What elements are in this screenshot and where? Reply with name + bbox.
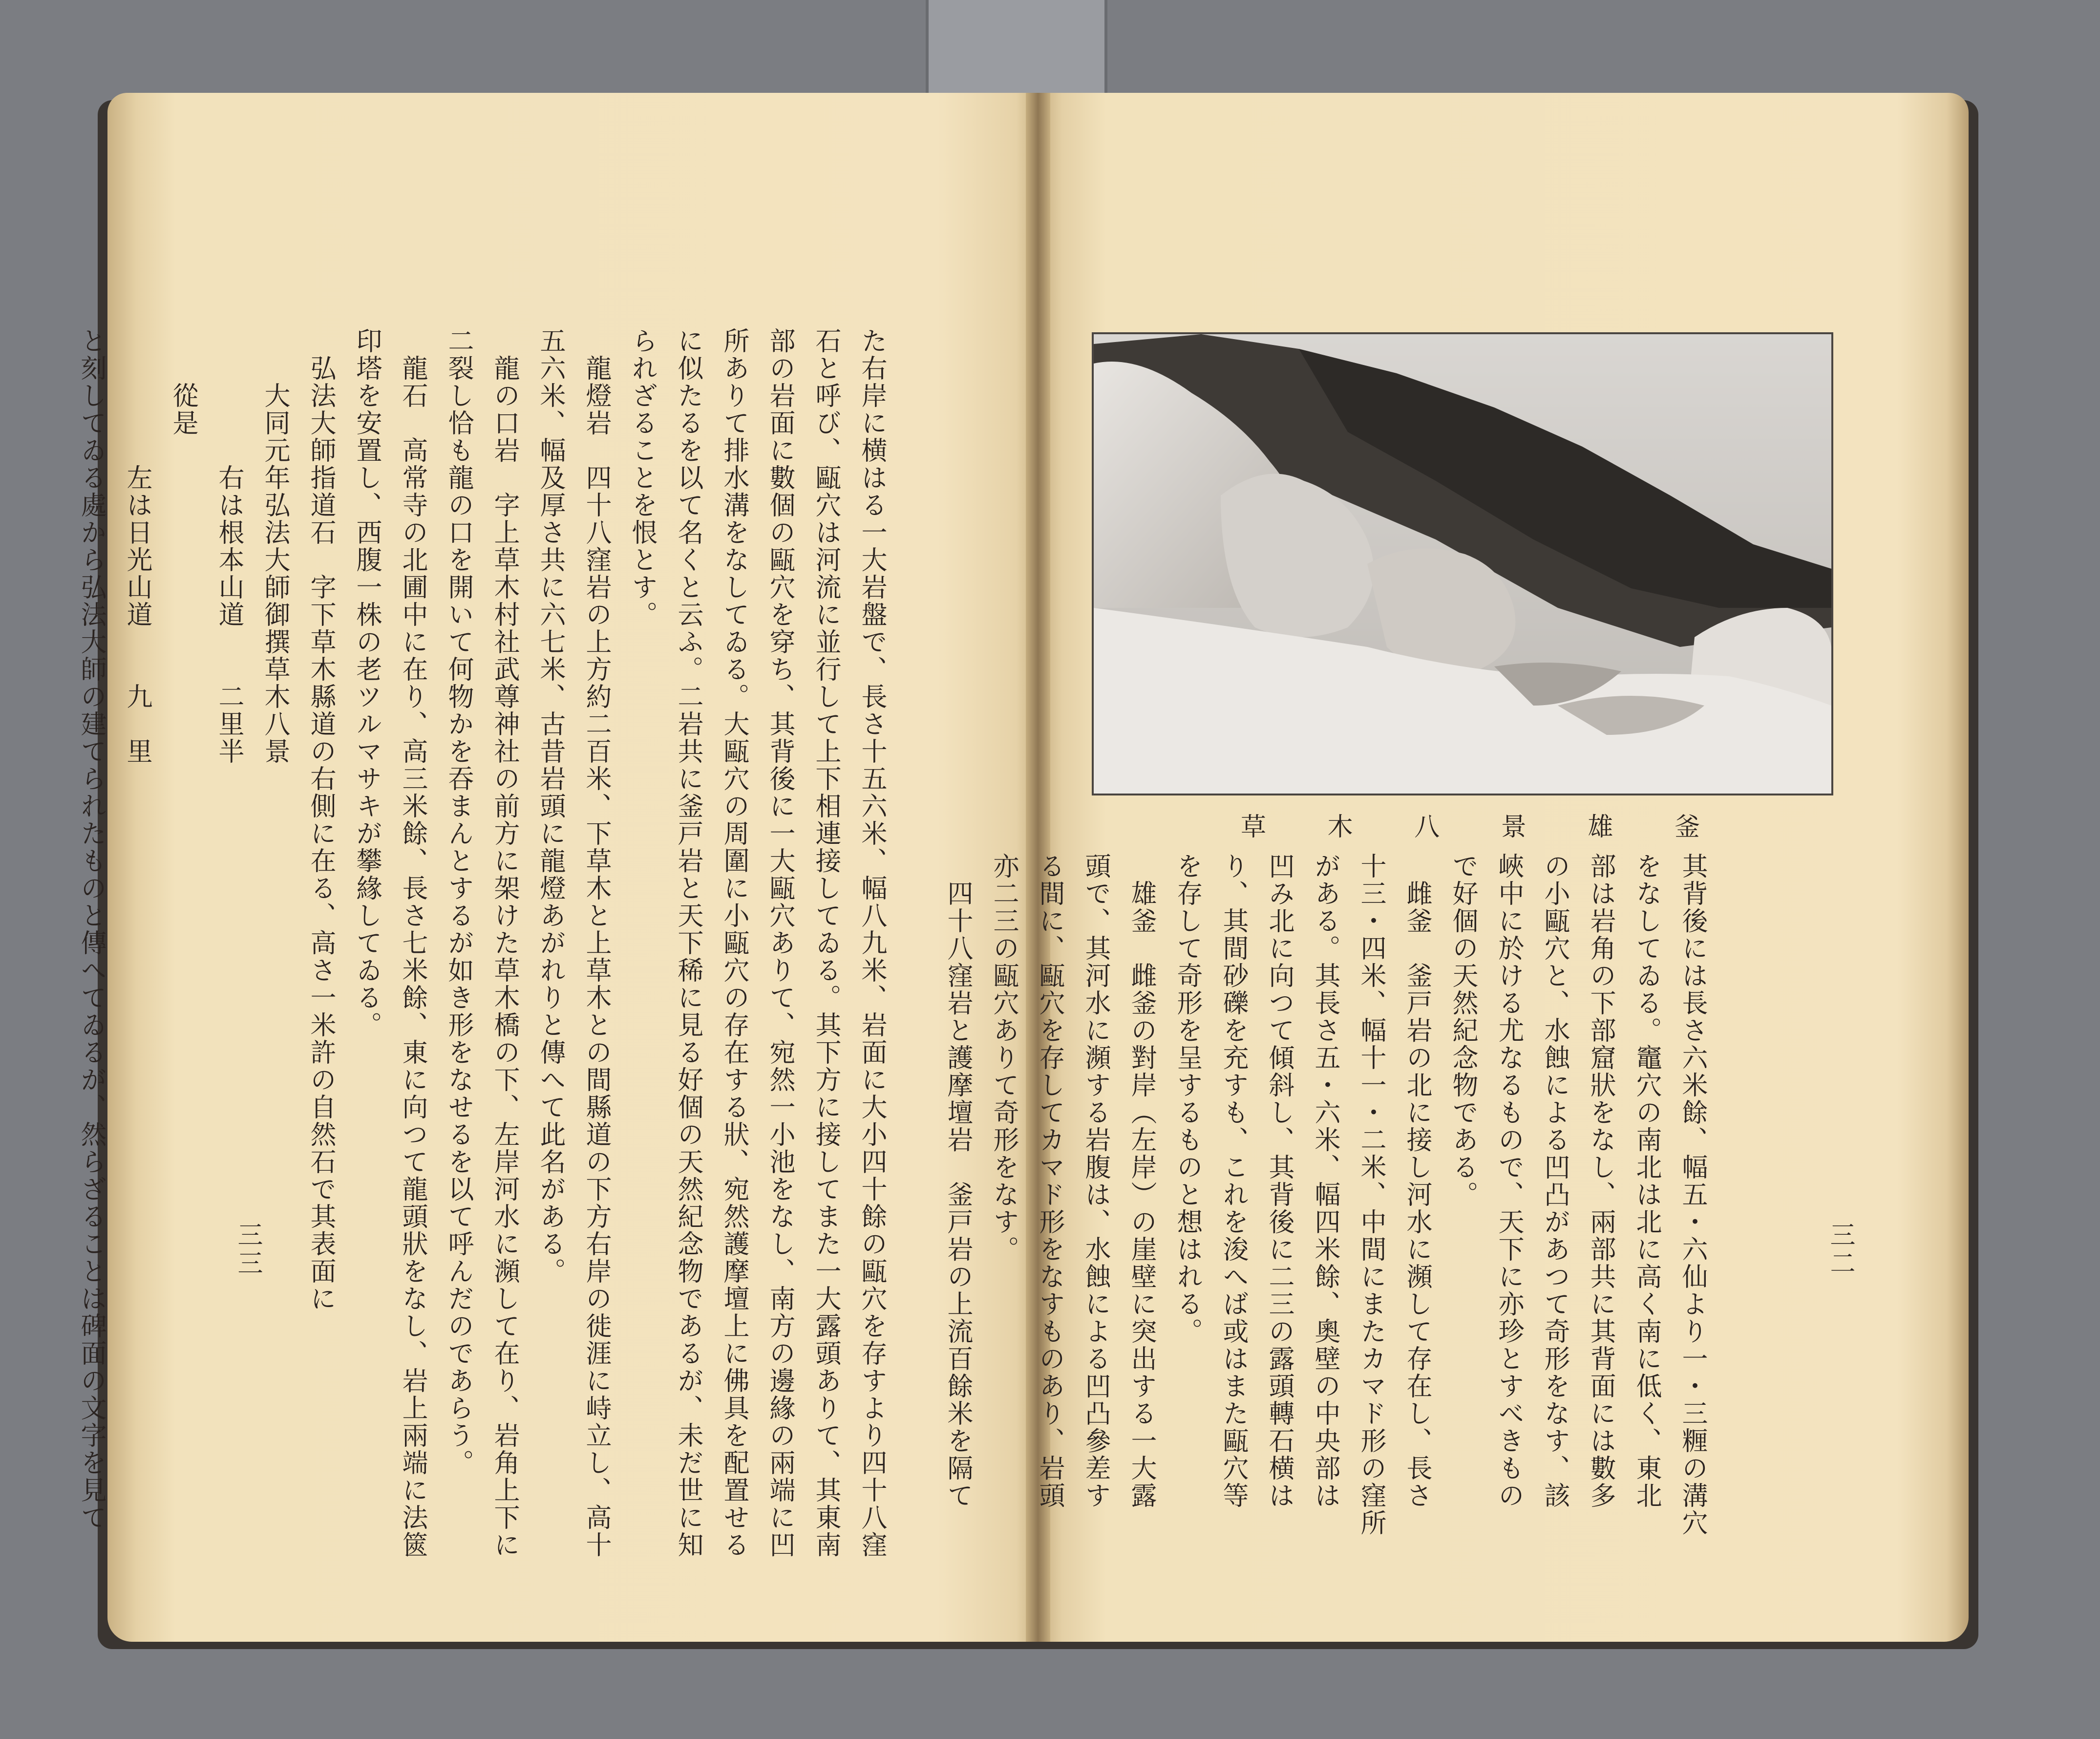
right-text-column: 凹み北に向つて傾斜し、其背後に二三の露頭轉石横は — [1265, 853, 1294, 1509]
left-text-column: 從是 — [169, 327, 198, 437]
right-text-column: 亦二三の甌穴ありて奇形をなす。 — [989, 853, 1019, 1263]
left-text-column: られざることを恨とす。 — [628, 327, 658, 628]
book-spine — [926, 0, 1107, 98]
left-text-column: 弘法大師指道石 字下草木縣道の右側に在る、高さ一米許の自然石で其表面に — [306, 327, 336, 1312]
right-page-columns — [935, 853, 1716, 1551]
left-text-column: 龍石 高常寺の北圃中に在り、高三米餘、長さ七米餘、東に向つて龍頭狀をなし、岩上兩端に法篋 — [398, 327, 428, 1559]
right-text-column: を存して奇形を呈するものと想はれる。 — [1173, 853, 1203, 1345]
left-text-column: 右は根本山道 二里半 — [214, 327, 244, 765]
left-text-column: 石と呼び、甌穴は河流に並行して上下相連接してゐる。其下方に接してまた一大露頭ありて、其東南 — [811, 327, 841, 1559]
photo-caption — [1241, 806, 1700, 843]
left-text-column: 二裂し恰も龍の口を開いて何物かを吞まんとするが如き形をなせるを以て呼んだのであらう。 — [444, 327, 474, 1477]
left-text-column: 龍燈岩 四十八窪岩の上方約二百米、下草木と上草木との間縣道の下方右岸の徙涯に峙立し、高十 — [582, 327, 612, 1559]
left-page-columns — [68, 327, 895, 1559]
caption-char: 木 — [1327, 813, 1353, 842]
rock-landscape-photo — [1094, 334, 1831, 794]
right-text-column: で好個の天然紀念物である。 — [1448, 853, 1478, 1208]
right-text-column: の小甌穴と、水蝕による凹凸があつて奇形をなす、該 — [1540, 853, 1570, 1509]
photo-ogama-rock — [1092, 332, 1833, 795]
caption-char: 釜 — [1674, 813, 1700, 842]
left-text-column: と刻してゐる處から弘法大師の建てられたものと傳へてゐるが、然らざることは碑面の文字を見て — [77, 327, 106, 1531]
right-text-column: 峽中に於ける尤なるもので、天下に亦珍とすべきもの — [1494, 853, 1524, 1509]
left-text-column: 龍の口岩 字上草木村社武尊神社の前方に架けた草木橋の下、左岸河水に瀕して在り、岩角上下に — [490, 327, 520, 1559]
left-text-column: 部の岩面に數個の甌穴を穿ち、其背後に一大甌穴ありて、宛然一小池をなし、南方の邊緣の兩端に凹 — [765, 327, 795, 1559]
right-text-column: をなしてゐる。竈穴の南北は北に高く南に低く、東北 — [1632, 853, 1662, 1509]
left-text-column: 大同元年弘法大師御撰草木八景 — [260, 327, 290, 765]
right-text-column: 十三・四米、幅十一・二米、中間にまたカマド形の窪所 — [1357, 853, 1386, 1537]
right-page-body — [943, 853, 1807, 1551]
right-page-number: 三二 — [1825, 1222, 1855, 1278]
caption-char: 草 — [1241, 813, 1267, 842]
left-text-column: 所ありて排水溝をなしてゐる。大甌穴の周圍に小甌穴の存在する狀、宛然護摩壇上に佛具を配置せる — [720, 327, 749, 1559]
left-text-column: 左は日光山道 九 里 — [123, 327, 152, 765]
right-text-column: 其背後には長さ六米餘、幅五・六仙より一・三糎の溝穴 — [1678, 853, 1708, 1537]
left-text-column: 印塔を安置し、西腹一株の老ツルマサキが攀緣してゐる。 — [352, 327, 382, 1039]
right-text-column: 頭で、其河水に瀕する岩腹は、水蝕による凹凸參差す — [1081, 853, 1111, 1509]
caption-char: 八 — [1414, 813, 1440, 842]
left-text-column: に似たるを以て名くと云ふ。二岩共に釜戸岩と天下稀に見る好個の天然紀念物であるが、未だ世に知 — [674, 327, 703, 1559]
caption-char: 雄 — [1588, 813, 1613, 842]
left-text-column: た右岸に横はる一大岩盤で、長さ十五六米、幅八九米、岩面に大小四十餘の甌穴を存すより四十八窪 — [857, 327, 887, 1559]
right-text-column: がある。其長さ五・六米、幅四米餘、奧壁の中央部は — [1311, 853, 1340, 1509]
right-text-column: 雌釜 釜戸岩の北に接し河水に瀕して存在し、長さ — [1402, 853, 1432, 1509]
left-text-column: 五六米、幅及厚さ共に六七米、古昔岩頭に龍燈あがれりと傳へて此名がある。 — [536, 327, 566, 1285]
right-text-column: 四十八窪岩と護摩壇岩 釜戸岩の上流百餘米を隔て — [943, 853, 973, 1509]
right-text-column: り、其間砂礫を充すも、これを浚へば或はまた甌穴等 — [1219, 853, 1249, 1509]
right-text-column: る間に、甌穴を存してカマド形をなすものあり、岩頭 — [1035, 853, 1065, 1509]
left-page-number: 三三 — [233, 1222, 262, 1278]
right-text-column: 雄釜 雌釜の對岸（左岸）の崖壁に突出する一大露 — [1127, 853, 1157, 1509]
right-text-column: 部は岩角の下部窟狀をなし、兩部共に其背面には數多 — [1586, 853, 1616, 1509]
caption-char: 景 — [1501, 813, 1527, 842]
